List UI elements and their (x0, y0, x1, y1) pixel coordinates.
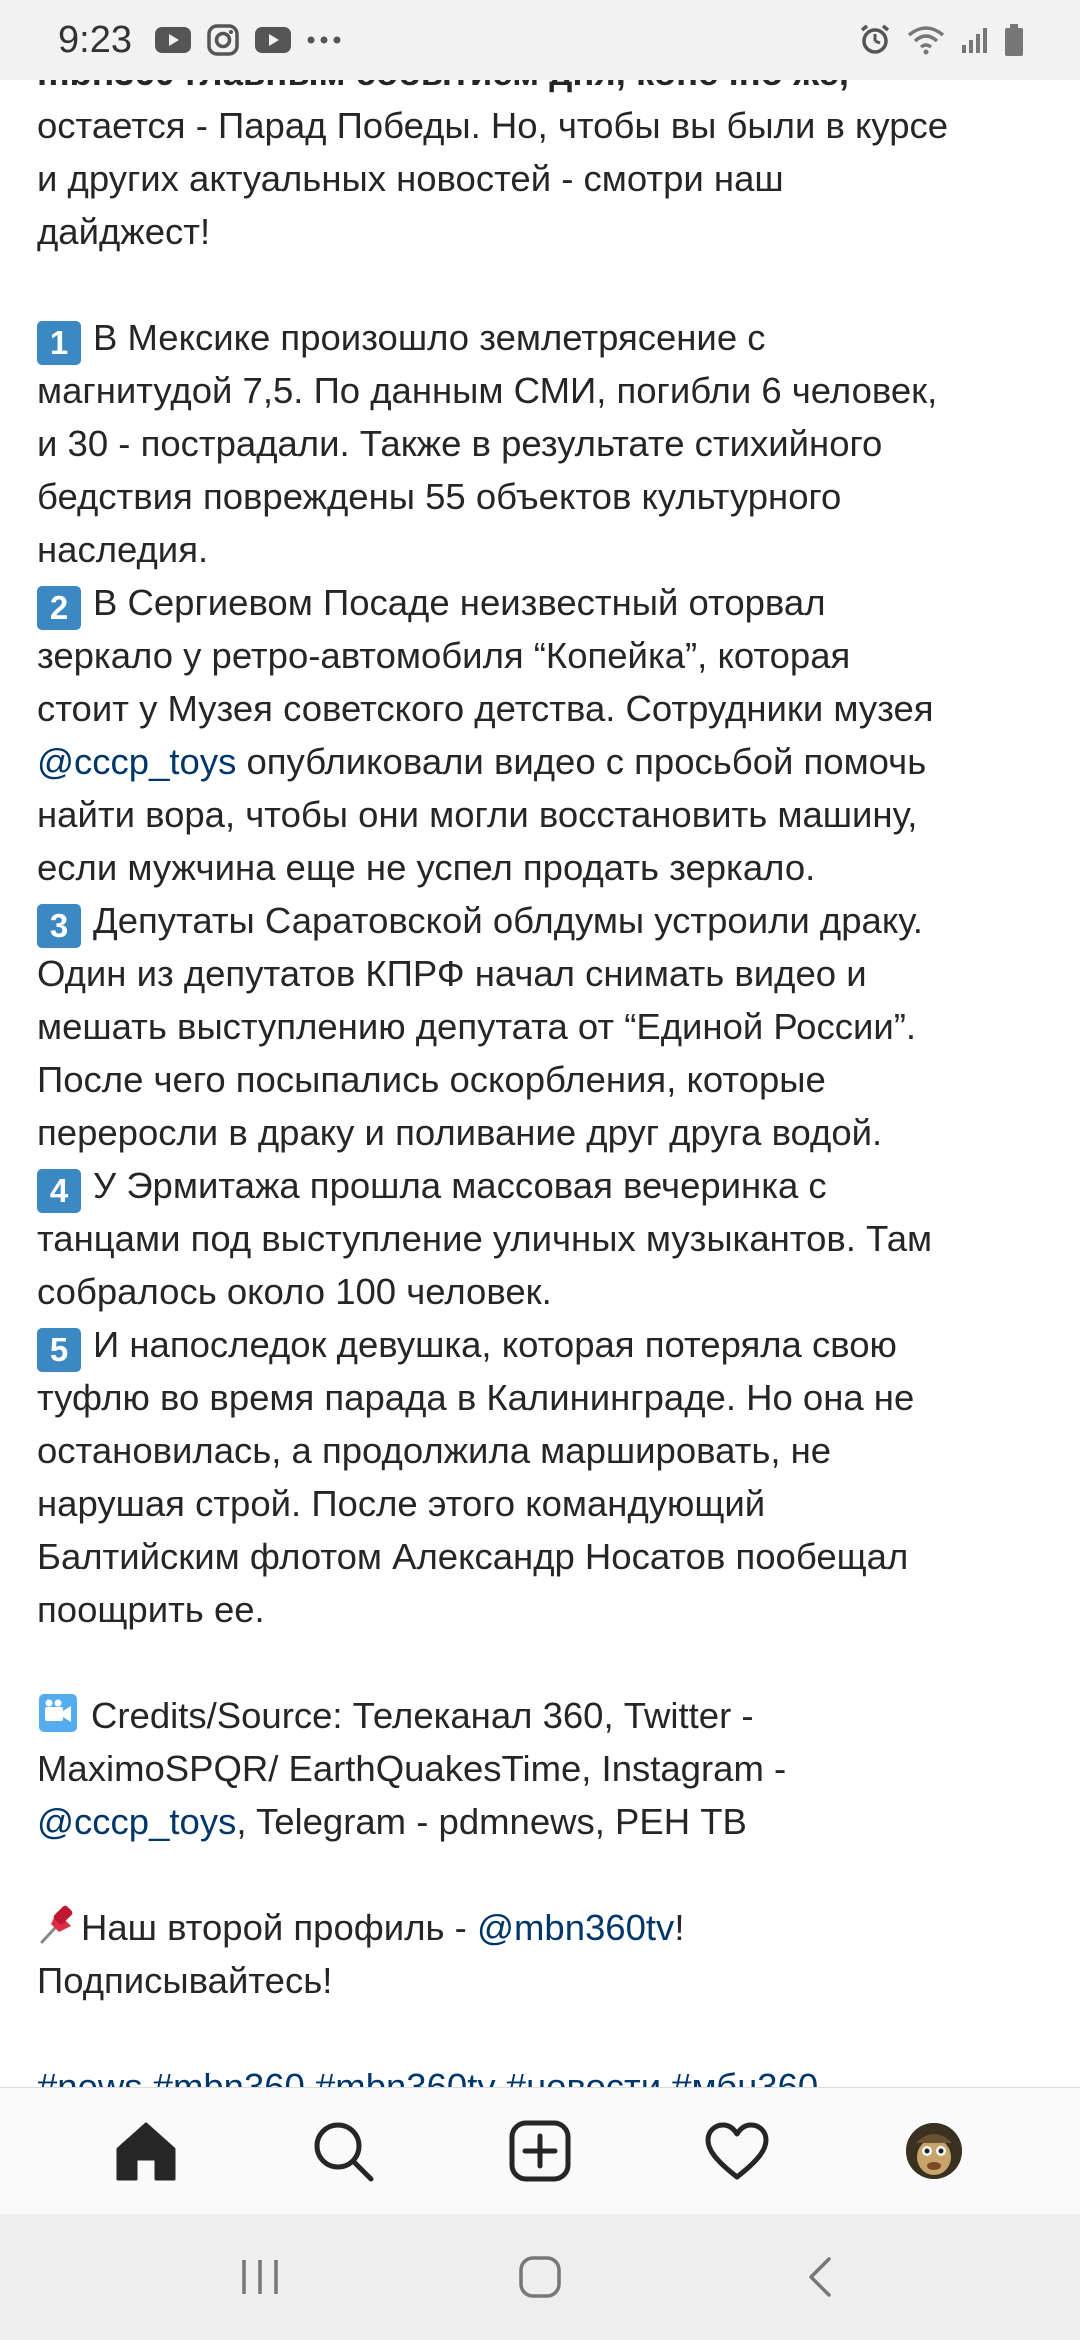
caption-line: собралось около 100 человек. (37, 1271, 552, 1312)
keycap-2-icon: 2 (37, 586, 81, 630)
bottom-nav (0, 2087, 1080, 2214)
caption-line: нарушая строй. После этого командующий (37, 1483, 766, 1524)
caption-line: найти вора, чтобы они могли восстановить машину, (37, 794, 918, 835)
caption-line: мешать выступлению депутата от “Единой России”. (37, 1006, 917, 1047)
caption-line: поощрить ее. (37, 1589, 265, 1630)
keycap-1-icon: 1 (37, 321, 81, 365)
nav-new-post-button[interactable] (495, 2106, 585, 2196)
status-right (858, 23, 1024, 57)
second-profile-line (37, 1901, 1047, 1954)
battery-icon (1004, 23, 1024, 57)
caption-text: опубликовали видео с просьбой помочь (236, 741, 927, 782)
news-item-3 (37, 894, 1047, 947)
caption-line: и 30 - пострадали. Также в результате стихийного (37, 423, 883, 464)
status-left (58, 19, 342, 62)
home-system-button[interactable] (495, 2232, 585, 2322)
credits-line: MaximoSPQR/ EarthQuakesTime, Instagram - (37, 1748, 787, 1789)
system-nav (0, 2214, 1080, 2340)
caption-line: стоит у Музея советского детства. Сотрудники музея (37, 688, 934, 729)
youtube-icon (154, 26, 192, 54)
alarm-icon (858, 23, 892, 57)
wifi-icon (906, 24, 946, 56)
credits-line (37, 1689, 1047, 1742)
blank-line (37, 1848, 1047, 1901)
caption-line: зеркало у ретро-автомобиля “Копейка”, которая (37, 635, 851, 676)
heart-icon (704, 2121, 770, 2181)
caption-line: Балтийским флотом Александр Носатов пообещал (37, 1536, 909, 1577)
blank-line (37, 1636, 1047, 1689)
caption-line: и других актуальных новостей - смотри наш (37, 158, 784, 199)
caption-line: магнитудой 7,5. По данным СМИ, погибли 6 человек, (37, 370, 938, 411)
caption-text: Депутаты Саратовской облдумы устроили драку. (93, 900, 923, 941)
credits-line (37, 1795, 1047, 1848)
news-item-4 (37, 1159, 1047, 1212)
signal-icon (960, 25, 990, 55)
plus-square-icon (508, 2119, 572, 2183)
caption-line: остановилась, а продолжила маршировать, не (37, 1430, 832, 1471)
instagram-icon (206, 23, 240, 57)
caption-line (37, 735, 1047, 788)
nav-activity-button[interactable] (692, 2106, 782, 2196)
caption-line: бедствия повреждены 55 объектов культурного (37, 476, 842, 517)
back-button[interactable] (775, 2232, 865, 2322)
credits-text: Credits/Source: Телеканал 360, Twitter - (91, 1695, 754, 1736)
back-chevron-icon (805, 2255, 835, 2299)
post-content (0, 80, 1080, 2087)
nav-profile-button[interactable] (889, 2106, 979, 2196)
news-item-1 (37, 311, 1047, 364)
avatar (906, 2123, 962, 2179)
mention-link[interactable]: @cccp_toys (37, 741, 237, 782)
credits-text: , Telegram - pdmnews, РЕН ТВ (236, 1801, 747, 1842)
caption-text: В Мексике произошло землетрясение с (93, 317, 766, 358)
camera-icon (37, 1692, 79, 1748)
caption-line: Один из депутатов КПРФ начал снимать видео и (37, 953, 867, 994)
nav-home-button[interactable] (101, 2106, 191, 2196)
status-time: 9:23 (58, 18, 132, 61)
mention-link[interactable]: @cccp_toys (37, 1801, 237, 1842)
keycap-3-icon: 3 (37, 904, 81, 948)
caption-text: ! (674, 1907, 685, 1948)
home-circle-icon (517, 2254, 563, 2300)
more-notifications-icon (306, 35, 342, 45)
caption-line: наследия. (37, 529, 209, 570)
caption-line: танцами под выступление уличных музыкантов. Там (37, 1218, 933, 1259)
recent-apps-icon (238, 2257, 282, 2297)
caption-text: И напоследок девушка, которая потеряла свою (93, 1324, 897, 1365)
home-icon (114, 2119, 178, 2183)
caption-line: Подписывайтесь! (37, 1960, 333, 2001)
caption-line: переросли в драку и поливание друг друга водой. (37, 1112, 883, 1153)
keycap-5-icon: 5 (37, 1328, 81, 1372)
caption-line: дайджест! (37, 211, 211, 252)
post-caption (37, 46, 1047, 2113)
nav-search-button[interactable] (298, 2106, 388, 2196)
search-icon (311, 2119, 375, 2183)
status-bar (0, 0, 1080, 80)
caption-line: туфлю во время парада в Калининграде. Но она не (37, 1377, 915, 1418)
blank-line (37, 2007, 1047, 2060)
caption-line: остается - Парад Победы. Но, чтобы вы были в курсе (37, 105, 949, 146)
keycap-4-icon: 4 (37, 1169, 81, 1213)
news-item-2 (37, 576, 1047, 629)
caption-text: У Эрмитажа прошла массовая вечеринка с (93, 1165, 827, 1206)
blank-line (37, 258, 1047, 311)
caption-line: После чего посыпались оскорбления, которые (37, 1059, 826, 1100)
news-item-5 (37, 1318, 1047, 1371)
caption-text: В Сергиевом Посаде неизвестный оторвал (93, 582, 826, 623)
mention-link[interactable]: @mbn360tv (476, 1907, 675, 1948)
caption-text: Наш второй профиль - (81, 1907, 477, 1948)
youtube-icon (254, 26, 292, 54)
recent-apps-button[interactable] (215, 2232, 305, 2322)
pushpin-icon (37, 1904, 79, 1960)
caption-line: если мужчина еще не успел продать зеркало. (37, 847, 816, 888)
